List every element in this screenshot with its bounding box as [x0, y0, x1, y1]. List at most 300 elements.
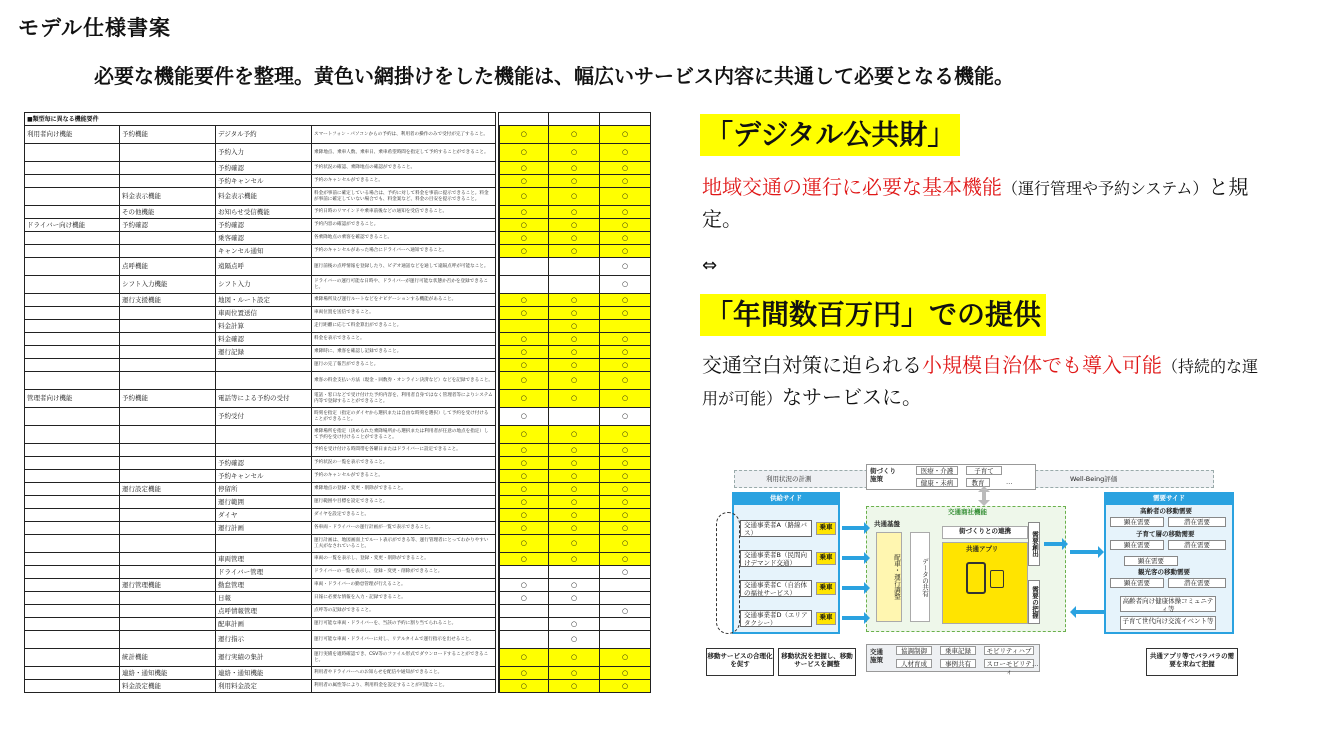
- type-mark-cell: ○: [549, 522, 600, 535]
- arrow-right-1: [842, 522, 870, 534]
- table-row: [25, 566, 651, 579]
- type-mark-cell: ○: [499, 509, 549, 522]
- child-latent: 潜在需要: [1168, 540, 1226, 550]
- table-row: [25, 346, 651, 359]
- table-row: [25, 162, 651, 175]
- type-mark-cell: ○: [549, 372, 600, 390]
- function-group-cell: [120, 566, 216, 579]
- ride-tag-b: 乗車: [816, 552, 836, 565]
- heading-digital-public-goods: 「デジタル公共財」: [700, 114, 960, 156]
- town-link-box: 街づくりとの連携: [942, 526, 1028, 539]
- tourist-demand-title: 観光客の移動需要: [1138, 568, 1190, 576]
- function-group-cell: 運行支援機能: [120, 294, 216, 307]
- type-mark-cell: [600, 579, 651, 592]
- type-mark-cell: ○: [600, 372, 651, 390]
- function-group-cell: 点呼機能: [120, 258, 216, 276]
- description-cell: 時刻を指定（指定のダイヤから選択または自由な時刻を選択）して予約を受け付けることができること。: [312, 408, 496, 426]
- vertical-double-arrow: [974, 486, 994, 506]
- type-mark-cell: ○: [549, 333, 600, 346]
- type-mark-cell: ○: [549, 162, 600, 175]
- table-header-row: [25, 113, 651, 126]
- category-cell: [25, 346, 120, 359]
- table-row: [25, 457, 651, 470]
- table-row: [25, 631, 651, 649]
- function-group-cell: [120, 175, 216, 188]
- child-visible-2: 顕在需要: [1124, 556, 1178, 566]
- supply-item-a: 交通事業者A（路線バス）: [740, 520, 812, 537]
- type-mark-cell: ○: [499, 470, 549, 483]
- function-group-cell: [120, 333, 216, 346]
- type-mark-cell: ○: [499, 372, 549, 390]
- type-mark-cell: ○: [499, 535, 549, 553]
- category-cell: [25, 470, 120, 483]
- table-row: [25, 426, 651, 444]
- type-mark-cell: ○: [549, 188, 600, 206]
- category-cell: [25, 144, 120, 162]
- demand-create-box: 需要創出: [1028, 522, 1040, 566]
- type-mark-cell: ○: [499, 126, 549, 144]
- category-cell: [25, 320, 120, 333]
- heading-annual-cost: 「年間数百万円」での提供: [700, 294, 1046, 336]
- description-cell: 車両の一覧を表示し、登録・変更・削除ができること。: [312, 553, 496, 566]
- usage-measurement-label: 利用状況の計測: [766, 475, 812, 483]
- description-cell: 予約のキャンセルがあった場合にドライバーへ通知できること。: [312, 245, 496, 258]
- function-cell: ドライバー管理: [216, 566, 312, 579]
- function-cell: 地図・ルート設定: [216, 294, 312, 307]
- type-mark-cell: [499, 631, 549, 649]
- function-group-cell: [120, 605, 216, 618]
- category-cell: [25, 372, 120, 390]
- category-cell: [25, 294, 120, 307]
- arrow-right-3: [842, 582, 870, 594]
- table-row: [25, 667, 651, 680]
- type-mark-cell: ○: [549, 245, 600, 258]
- function-group-cell: 統計機能: [120, 649, 216, 667]
- arrow-from-demand-2: [1070, 606, 1104, 618]
- function-group-cell: [120, 457, 216, 470]
- type-mark-cell: ○: [600, 509, 651, 522]
- function-group-cell: 連絡・通知機能: [120, 667, 216, 680]
- category-cell: [25, 333, 120, 346]
- description-cell: 日報に必要な情報を入力・記録できること。: [312, 592, 496, 605]
- category-cell: [25, 680, 120, 693]
- category-cell: [25, 667, 120, 680]
- type-mark-cell: ○: [499, 294, 549, 307]
- table-row: [25, 390, 651, 408]
- type-mark-cell: ○: [499, 206, 549, 219]
- description-cell: スマートフォン・パソコンからの予約は、利用者の操作のみで受付が完了すること。: [312, 126, 496, 144]
- type-mark-cell: [600, 618, 651, 631]
- function-group-cell: 予約確認: [120, 219, 216, 232]
- function-group-cell: [120, 232, 216, 245]
- type-mark-cell: ○: [600, 553, 651, 566]
- type-mark-cell: ○: [499, 457, 549, 470]
- table-row: [25, 579, 651, 592]
- type-mark-cell: ○: [549, 359, 600, 372]
- paragraph-basic-functions: [702, 172, 1262, 235]
- category-cell: ドライバー向け機能: [25, 219, 120, 232]
- ride-tag-c: 乗車: [816, 582, 836, 595]
- description-cell: 予約を受け付ける時間帯を各曜日またはドライバーに設定できること。: [312, 444, 496, 457]
- function-group-cell: [120, 408, 216, 426]
- table-row: [25, 126, 651, 144]
- table-row: [25, 408, 651, 426]
- category-cell: [25, 444, 120, 457]
- requirements-table-container: [24, 112, 650, 690]
- type-mark-cell: [549, 258, 600, 276]
- category-cell: [25, 553, 120, 566]
- description-cell: 料金を表示できること。: [312, 333, 496, 346]
- type-mark-cell: ○: [600, 496, 651, 509]
- type-mark-cell: ○: [499, 522, 549, 535]
- type-mark-cell: [499, 276, 549, 294]
- top-item-education: 教育: [966, 478, 990, 487]
- function-group-cell: [120, 359, 216, 372]
- description-cell: 予約状況の一覧を表示できること。: [312, 457, 496, 470]
- policy-item-training: 人材育成: [896, 659, 932, 668]
- description-cell: 運行可能な車両・ドライバーに対し、リアルタイムで運行指示を出せること。: [312, 631, 496, 649]
- category-cell: 管理者向け機能: [25, 390, 120, 408]
- type-mark-cell: [499, 320, 549, 333]
- type-mark-cell: [600, 631, 651, 649]
- description-cell: ドライバーの運行可能な日時や、ドライバーが運行可能な状態か否かを登録できること。: [312, 276, 496, 294]
- table-row: [25, 206, 651, 219]
- basic-functions-tail: と規定。: [702, 175, 1249, 231]
- function-group-cell: [120, 631, 216, 649]
- category-cell: [25, 426, 120, 444]
- description-cell: 予約のキャンセルができること。: [312, 470, 496, 483]
- common-base-title: 共通基盤: [874, 520, 900, 528]
- category-cell: 利用者向け機能: [25, 126, 120, 144]
- type-mark-cell: ○: [549, 631, 600, 649]
- category-cell: [25, 245, 120, 258]
- table-row: [25, 245, 651, 258]
- type-mark-cell: [549, 408, 600, 426]
- type-mark-cell: ○: [549, 206, 600, 219]
- type-mark-cell: ○: [600, 483, 651, 496]
- function-cell: 予約確認: [216, 219, 312, 232]
- type-mark-cell: ○: [549, 483, 600, 496]
- table-row: [25, 592, 651, 605]
- type-mark-cell: ○: [600, 276, 651, 294]
- type-mark-cell: ○: [499, 232, 549, 245]
- child-demand-title: 子育て層の移動需要: [1136, 530, 1195, 538]
- description-cell: 乗降地点の登録・変更・削除ができること。: [312, 483, 496, 496]
- demand-side-title: 需要サイド: [1104, 492, 1234, 505]
- description-cell: 乗降場所及び運行ルートなどをナビゲーションする機能があること。: [312, 294, 496, 307]
- table-row: [25, 359, 651, 372]
- type-mark-cell: ○: [499, 483, 549, 496]
- town-planning-title: 街づくり施策: [870, 467, 896, 483]
- category-cell: [25, 649, 120, 667]
- basic-functions-highlight: 地域交通の運行に必要な基本機能: [702, 175, 1002, 199]
- function-group-cell: 運行管理機能: [120, 579, 216, 592]
- function-cell: 予約キャンセル: [216, 175, 312, 188]
- category-cell: [25, 535, 120, 553]
- type-mark-cell: ○: [600, 522, 651, 535]
- type-mark-cell: [600, 320, 651, 333]
- type-mark-cell: ○: [499, 175, 549, 188]
- function-group-cell: [120, 320, 216, 333]
- page-title: モデル仕様書案: [18, 16, 171, 40]
- description-cell: ダイヤを設定できること。: [312, 509, 496, 522]
- description-cell: 料金が事前に確定している場合は、予約に対して料金を事前に提示できること。料金が事前に確定していない場合でも、料金案など、料金の目安を提示できること。: [312, 188, 496, 206]
- tourist-visible: 顕在需要: [1110, 578, 1164, 588]
- table-row: [25, 680, 651, 693]
- type-mark-cell: ○: [549, 618, 600, 631]
- table-row: [25, 307, 651, 320]
- child-visible: 顕在需要: [1110, 540, 1164, 550]
- function-group-cell: 運行設定機能: [120, 483, 216, 496]
- function-cell: [216, 372, 312, 390]
- table-row: [25, 276, 651, 294]
- type-mark-cell: ○: [499, 426, 549, 444]
- type-mark-cell: ○: [549, 649, 600, 667]
- category-cell: [25, 566, 120, 579]
- function-cell: 車両管理: [216, 553, 312, 566]
- type-mark-cell: ○: [549, 680, 600, 693]
- function-cell: シフト入力: [216, 276, 312, 294]
- function-cell: 利用料金設定: [216, 680, 312, 693]
- small-municipality-paren: （持続的な運用が可能）: [702, 357, 1259, 408]
- type-mark-cell: ○: [549, 294, 600, 307]
- function-group-cell: [120, 426, 216, 444]
- type-mark-cell: ○: [549, 592, 600, 605]
- elder-demand-title: 高齢者の移動需要: [1140, 507, 1192, 515]
- type-mark-cell: ○: [549, 509, 600, 522]
- type-mark-cell: ○: [600, 649, 651, 667]
- table-row: [25, 618, 651, 631]
- arrow-right-4: [842, 612, 870, 624]
- type-mark-cell: ○: [549, 126, 600, 144]
- basic-functions-paren: （運行管理や予約システム）: [1002, 179, 1209, 198]
- table-row: [25, 188, 651, 206]
- function-group-cell: シフト入力機能: [120, 276, 216, 294]
- type-mark-cell: ○: [499, 667, 549, 680]
- type-mark-cell: ○: [549, 307, 600, 320]
- type-mark-cell: ○: [499, 307, 549, 320]
- policy-item-slow: スローモビリティ: [984, 659, 1034, 668]
- function-group-cell: [120, 162, 216, 175]
- child-community: 子育て世代向け交流イベント等: [1120, 616, 1216, 630]
- policy-item-coop: 協調制御: [896, 646, 932, 655]
- table-row: [25, 294, 651, 307]
- table-row: [25, 372, 651, 390]
- category-cell: [25, 483, 120, 496]
- function-cell: 料金確認: [216, 333, 312, 346]
- function-cell: 車両位置送信: [216, 307, 312, 320]
- description-cell: 運行の完了報告ができること。: [312, 359, 496, 372]
- type-mark-cell: ○: [600, 408, 651, 426]
- demand-grasp-box: 需要の把握: [1028, 580, 1040, 624]
- table-row: [25, 144, 651, 162]
- function-cell: 遠隔点呼: [216, 258, 312, 276]
- common-app-title: 共通アプリ: [966, 545, 999, 553]
- policy-item-record: 乗車記録: [940, 646, 976, 655]
- type-mark-cell: ○: [600, 426, 651, 444]
- policy-item-hub: モビリティハブ: [984, 646, 1034, 655]
- type-mark-cell: ○: [600, 188, 651, 206]
- type-mark-cell: ○: [549, 175, 600, 188]
- function-cell: 運行実績の集計: [216, 649, 312, 667]
- small-municipality-head: 交通空白対策に迫られる: [702, 353, 922, 377]
- type-mark-cell: ○: [600, 294, 651, 307]
- table-row: [25, 175, 651, 188]
- category-cell: [25, 592, 120, 605]
- arrow-right-2: [842, 552, 870, 564]
- table-header: ■類型毎に異なる機能要件: [25, 113, 496, 126]
- function-cell: 勤怠管理: [216, 579, 312, 592]
- type-mark-cell: ○: [499, 162, 549, 175]
- description-cell: 予約のキャンセルができること。: [312, 175, 496, 188]
- type-mark-cell: ○: [600, 566, 651, 579]
- description-cell: 運行範囲や目標を設定できること。: [312, 496, 496, 509]
- type-mark-cell: ○: [549, 320, 600, 333]
- table-row: [25, 232, 651, 245]
- function-cell: [216, 535, 312, 553]
- type-mark-cell: ○: [499, 219, 549, 232]
- category-cell: [25, 188, 120, 206]
- description-cell: 乗客の料金支払い方法（現金・回数券・オンライン決済など）などを記録できること。: [312, 372, 496, 390]
- type-mark-cell: ○: [499, 408, 549, 426]
- function-cell: お知らせ受信機能: [216, 206, 312, 219]
- function-group-cell: その他機能: [120, 206, 216, 219]
- description-cell: 車両位置を送信できること。: [312, 307, 496, 320]
- type-mark-cell: ○: [549, 426, 600, 444]
- wellbeing-label: Well-Being評価: [1070, 475, 1118, 483]
- callout-bundle-demand: 共通アプリ等でバラバラの需要を束ねて把握: [1146, 648, 1238, 676]
- type-mark-cell: [499, 605, 549, 618]
- table-row: [25, 470, 651, 483]
- type-mark-cell: [499, 258, 549, 276]
- type-mark-cell: ○: [549, 457, 600, 470]
- dispatch-box: 配車・運行調整: [876, 532, 902, 622]
- type-mark-cell: ○: [600, 206, 651, 219]
- type-mark-cell: ○: [600, 444, 651, 457]
- policy-item-more: …: [1032, 660, 1039, 668]
- table-row: [25, 258, 651, 276]
- function-cell: ダイヤ: [216, 509, 312, 522]
- type-mark-cell: ○: [499, 144, 549, 162]
- description-cell: ドライバーの一覧を表示し、登録・変更・削除ができること。: [312, 566, 496, 579]
- description-cell: 各車両・ドライバーの運行計画が一覧で表示できること。: [312, 522, 496, 535]
- description-cell: 利用者の属性等により、利用料金を設定することが可能なこと。: [312, 680, 496, 693]
- category-cell: [25, 359, 120, 372]
- function-group-cell: [120, 496, 216, 509]
- type-mark-cell: ○: [549, 444, 600, 457]
- description-cell: 利用者やドライバーへのお知らせを配信や通知ができること。: [312, 667, 496, 680]
- function-group-cell: [120, 522, 216, 535]
- type-mark-cell: ○: [549, 535, 600, 553]
- table-row: [25, 605, 651, 618]
- type-mark-cell: ○: [499, 245, 549, 258]
- callout-adjust: 移動状況を把握し、移動サービスを調整: [778, 648, 856, 676]
- type-mark-cell: ○: [600, 390, 651, 408]
- function-group-cell: [120, 618, 216, 631]
- table-row: [25, 320, 651, 333]
- table-row: [25, 509, 651, 522]
- table-row: [25, 553, 651, 566]
- description-cell: 各乗降地点の乗客を確認できること。: [312, 232, 496, 245]
- function-cell: 日報: [216, 592, 312, 605]
- type-mark-cell: ○: [600, 307, 651, 320]
- function-cell: 料金表示機能: [216, 188, 312, 206]
- type-mark-cell: ○: [549, 390, 600, 408]
- function-cell: 電話等による予約の受付: [216, 390, 312, 408]
- arrow-right-5: [1044, 538, 1068, 550]
- elder-community: 高齢者向け健康体操コミュニティ等: [1120, 596, 1216, 612]
- vertical-arrow-shape: [978, 486, 990, 506]
- ride-tag-a: 乗車: [816, 522, 836, 535]
- function-cell: 連絡・通知機能: [216, 667, 312, 680]
- tourist-latent: 潜在需要: [1168, 578, 1226, 588]
- transport-trading-diagram: [704, 462, 1240, 682]
- function-cell: 運行指示: [216, 631, 312, 649]
- elder-visible: 顕在需要: [1110, 517, 1164, 527]
- category-cell: [25, 276, 120, 294]
- type-mark-cell: ○: [600, 175, 651, 188]
- function-group-cell: 料金設定機能: [120, 680, 216, 693]
- function-cell: 予約キャンセル: [216, 470, 312, 483]
- type-mark-cell: ○: [600, 346, 651, 359]
- category-cell: [25, 579, 120, 592]
- function-cell: 乗客確認: [216, 232, 312, 245]
- type-mark-cell: ○: [600, 126, 651, 144]
- table-row: [25, 522, 651, 535]
- type-mark-cell: ○: [499, 579, 549, 592]
- small-municipality-highlight: 小規模自治体でも導入可能: [922, 353, 1162, 377]
- supply-item-d: 交通事業者D（エリアタクシー）: [740, 610, 812, 627]
- category-cell: [25, 618, 120, 631]
- category-cell: [25, 509, 120, 522]
- type-mark-cell: ○: [600, 680, 651, 693]
- function-cell: 予約確認: [216, 162, 312, 175]
- category-cell: [25, 206, 120, 219]
- function-cell: 予約確認: [216, 457, 312, 470]
- type-mark-cell: ○: [549, 496, 600, 509]
- function-cell: 停留所: [216, 483, 312, 496]
- type-mark-cell: [549, 566, 600, 579]
- description-cell: 予約状況の確認、乗降地点の確認ができること。: [312, 162, 496, 175]
- requirements-table: [24, 112, 651, 693]
- category-cell: [25, 258, 120, 276]
- description-cell: 乗降地点、乗車人数、乗車日、乗車希望時間を指定して予約することができること。: [312, 144, 496, 162]
- type-mark-cell: ○: [549, 144, 600, 162]
- type-mark-cell: ○: [600, 219, 651, 232]
- type-mark-cell: ○: [600, 258, 651, 276]
- description-cell: 運行可能な車両・ドライバーを、当該の予約に割り当てられること。: [312, 618, 496, 631]
- function-group-cell: [120, 444, 216, 457]
- function-cell: 点呼情報管理: [216, 605, 312, 618]
- category-cell: [25, 307, 120, 320]
- type-mark-cell: ○: [600, 470, 651, 483]
- type-mark-cell: ○: [600, 162, 651, 175]
- transport-policy-title: 交通施策: [870, 648, 883, 664]
- description-cell: 点呼等の記録ができること。: [312, 605, 496, 618]
- description-cell: 予約内容の確認ができること。: [312, 219, 496, 232]
- elder-latent: 潜在需要: [1168, 517, 1226, 527]
- page-subtitle: 必要な機能要件を整理。黄色い網掛けをした機能は、幅広いサービス内容に共通して必要となる機能。: [94, 64, 1014, 88]
- type-mark-cell: [499, 566, 549, 579]
- table-row: [25, 649, 651, 667]
- type-mark-cell: ○: [499, 188, 549, 206]
- table-row: [25, 444, 651, 457]
- table-row: [25, 496, 651, 509]
- type-mark-cell: [499, 618, 549, 631]
- type-mark-cell: [549, 276, 600, 294]
- type-mark-cell: ○: [499, 649, 549, 667]
- transport-trading-title: 交通商社機能: [948, 508, 987, 516]
